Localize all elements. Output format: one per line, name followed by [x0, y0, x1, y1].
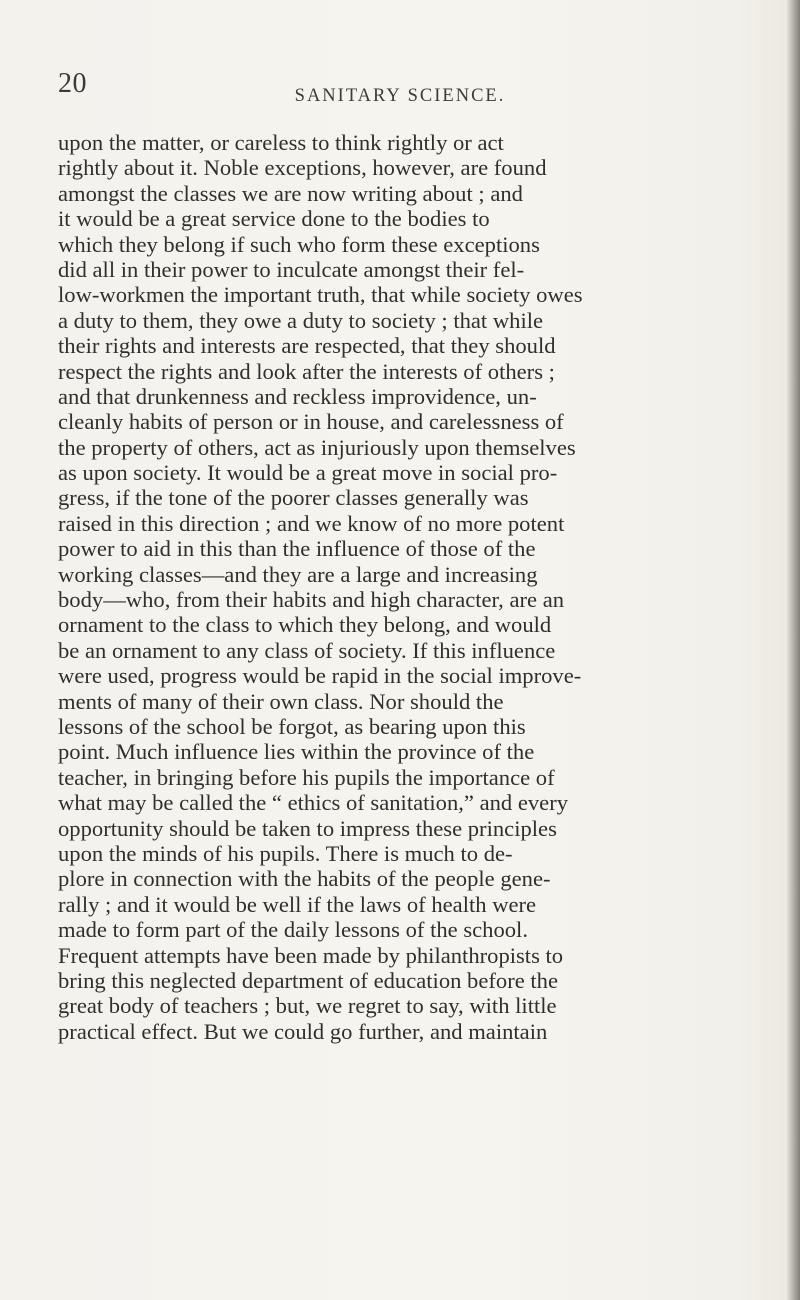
- text-line: lessons of the school be forgot, as bearing upon this: [58, 713, 526, 739]
- text-line: Frequent attempts have been made by philanthropists to: [58, 942, 564, 968]
- text-line: did all in their power to inculcate amongst their fel-: [58, 256, 525, 282]
- text-line: bring this neglected department of education before the: [58, 967, 559, 993]
- text-line: what may be called the “ ethics of sanitation,” and every: [58, 790, 569, 816]
- text-line: upon the minds of his pupils. There is much to de-: [58, 840, 513, 866]
- text-line: plore in connection with the habits of the people gene-: [58, 866, 551, 892]
- text-line: ornament to the class to which they belong, and would: [58, 612, 552, 638]
- page-edge-shadow: [786, 0, 800, 1300]
- text-line: upon the matter, or careless to think rightly or act: [58, 130, 504, 155]
- text-line: and that drunkenness and reckless improvidence, un-: [58, 383, 537, 409]
- text-line: gress, if the tone of the poorer classes generally was: [58, 485, 529, 511]
- body-text: [58, 130, 778, 1044]
- text-line: rightly about it. Noble exceptions, however, are found: [58, 155, 547, 181]
- text-line: it would be a great service done to the bodies to: [58, 206, 490, 232]
- text-line: their rights and interests are respected, that they should: [58, 333, 556, 359]
- text-line: as upon society. It would be a great move in social pro-: [58, 460, 558, 486]
- text-line: teacher, in bringing before his pupils the importance of: [58, 764, 555, 790]
- text-line: a duty to them, they owe a duty to society ; that while: [58, 307, 544, 333]
- text-line: practical effect. But we could go further, and maintain: [58, 1018, 548, 1044]
- text-line: which they belong if such who form these exceptions: [58, 231, 540, 257]
- text-line: raised in this direction ; and we know of no more potent: [58, 510, 565, 536]
- text-line: the property of others, act as injuriously upon themselves: [58, 434, 576, 460]
- text-line: were used, progress would be rapid in the social improve-: [58, 663, 582, 689]
- text-line: body—who, from their habits and high character, are an: [58, 587, 565, 613]
- text-line: rally ; and it would be well if the laws of health were: [58, 891, 537, 917]
- page-number: 20: [58, 68, 87, 99]
- text-line: be an ornament to any class of society. If this influence: [58, 637, 556, 663]
- text-line: cleanly habits of person or in house, and carelessness of: [58, 409, 564, 435]
- text-line: great body of teachers ; but, we regret to say, with little: [58, 993, 557, 1019]
- text-line: respect the rights and look after the interests of others ;: [58, 358, 555, 384]
- text-line: low-workmen the important truth, that while society owes: [58, 282, 583, 308]
- running-head: SANITARY SCIENCE.: [294, 86, 506, 106]
- text-line: point. Much influence lies within the province of the: [58, 739, 535, 765]
- text-line: working classes—and they are a large and increasing: [58, 561, 538, 587]
- text-line: amongst the classes we are now writing about ; and: [58, 180, 523, 206]
- text-line: opportunity should be taken to impress these principles: [58, 815, 557, 841]
- text-line: made to form part of the daily lessons of the school.: [58, 917, 528, 943]
- text-line: power to aid in this than the influence of those of the: [58, 536, 536, 562]
- text-line: ments of many of their own class. Nor should the: [58, 688, 504, 714]
